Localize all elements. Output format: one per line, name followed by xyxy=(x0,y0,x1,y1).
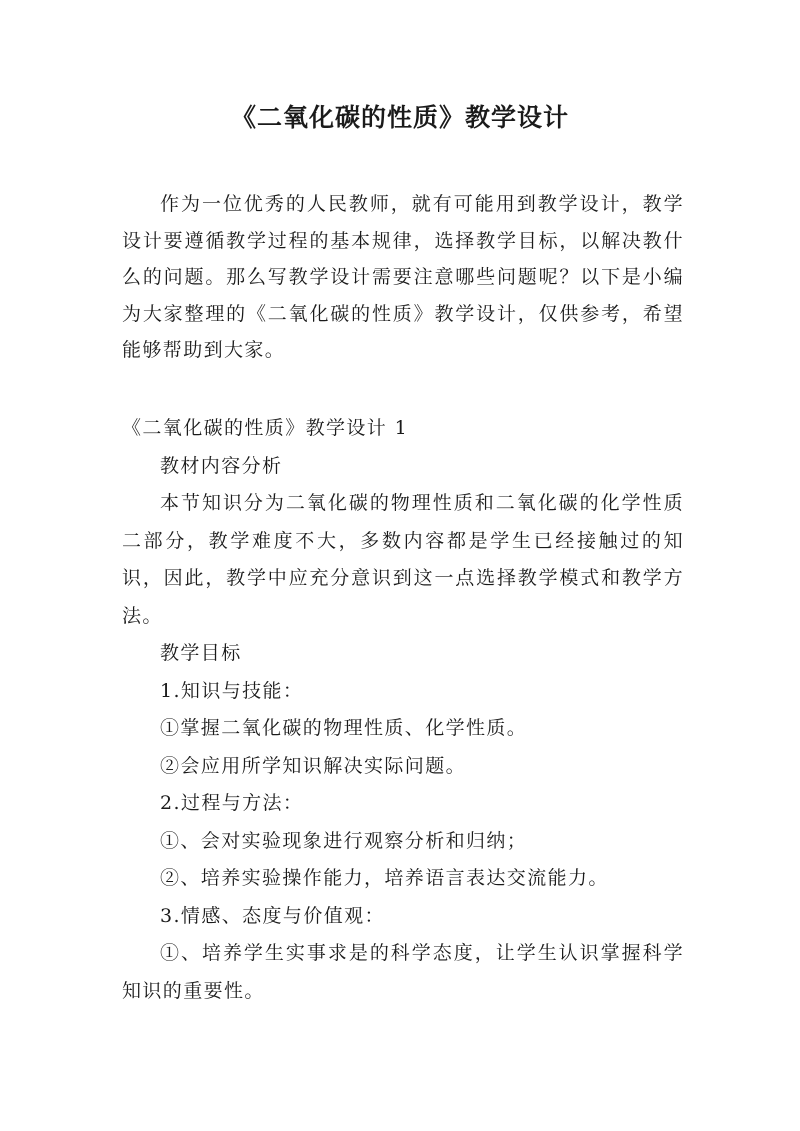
goal-process-item-1: ①、会对实验现象进行观察分析和归纳； xyxy=(160,829,528,852)
goal-knowledge-heading: 1.知识与技能： xyxy=(160,679,304,702)
goals-heading: 教学目标 xyxy=(160,642,242,664)
goal-attitude-heading: 3.情感、态度与价值观： xyxy=(160,904,385,927)
intro-paragraph: 作为一位优秀的人民教师，就有可能用到教学设计，教学设计要遵循教学过程的基本规律，选择教学目标，以解决教什么的问题。那么写教学设计需要注意哪些问题呢？以下是小编为大家整理的《二氧化碳的性质》教学设计，仅供参考，希望能够帮助到大家。 xyxy=(122,193,684,361)
goal-attitude-item-1: ①、培养学生实事求是的科学态度，让学生认识掌握科学知识的重要性。 xyxy=(122,942,684,1002)
section-heading: 《二氧化碳的性质》教学设计 1 xyxy=(122,417,409,439)
goal-process-item-2: ②、培养实验操作能力，培养语言表达交流能力。 xyxy=(160,867,609,889)
material-paragraph: 本节知识分为二氧化碳的物理性质和二氧化碳的化学性质二部分，教学难度不大，多数内容都是学生已经接触过的知识，因此，教学中应充分意识到这一点选择教学模式和教学方法。 xyxy=(122,492,684,627)
document-title: 《二氧化碳的性质》教学设计 xyxy=(230,103,569,132)
document-body xyxy=(122,410,684,1010)
material-heading: 教材内容分析 xyxy=(160,454,283,477)
goal-process-heading: 2.过程与方法： xyxy=(160,792,304,814)
goal-knowledge-item-1: ①掌握二氧化碳的物理性质、化学性质。 xyxy=(160,717,528,739)
goal-knowledge-item-2: ②会应用所学知识解决实际问题。 xyxy=(160,754,467,777)
